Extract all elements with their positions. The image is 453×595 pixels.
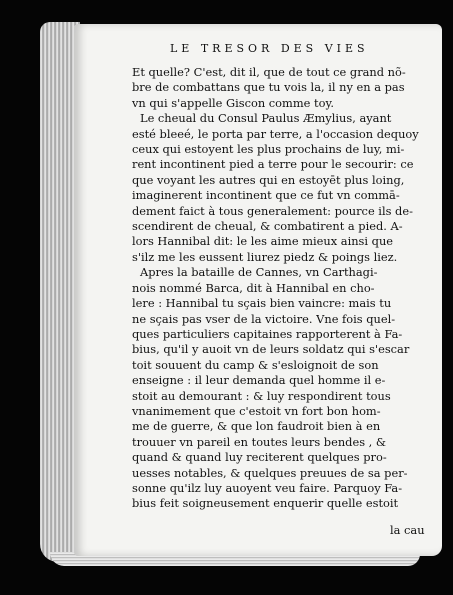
catchword: la cau <box>390 523 425 537</box>
text-line: trouuer vn pareil en toutes leurs bendes , & <box>132 434 387 449</box>
text-line: s'ilz me les eussent liurez piedz & poings liez. <box>132 249 398 264</box>
text-line: sonne qu'ilz luy auoyent veu faire. Parquoy Fa- <box>132 480 403 495</box>
text-line: imaginerent incontinent que ce fut vn commā- <box>132 188 400 203</box>
text-line: bius feit soigneusement enquerir quelle estoit <box>132 496 399 511</box>
book-page <box>74 24 442 556</box>
text-line: bre de combattans que tu vois la, il ny en a pas <box>132 80 405 95</box>
text-line: vnanimement que c'estoit vn fort bon hom- <box>132 403 381 418</box>
text-line: ne sçais pas vser de la victoire. Vne fois quel- <box>132 311 396 326</box>
text-line: scendirent de cheual, & combatirent a pied. A- <box>132 219 403 234</box>
text-line: esté bleeé, le porta par terre, a l'occasion dequoy <box>132 126 419 141</box>
text-line: bius, qu'il y auoit vn de leurs soldatz qui s'escar <box>132 342 410 357</box>
text-line: lere : Hannibal tu sçais bien vaincre: mais tu <box>132 296 392 311</box>
text-line: Le cheual du Consul Paulus Æmylius, ayant <box>140 111 392 126</box>
text-line: stoit au demourant : & luy respondirent tous <box>132 388 391 403</box>
text-line: enseigne : il leur demanda quel homme il e- <box>132 373 386 388</box>
text-line: rent incontinent pied a terre pour le secourir: ce <box>132 157 414 172</box>
text-line: nois nommé Barca, dit à Hannibal en cho- <box>132 280 375 295</box>
text-line: ceux qui estoyent les plus prochains de luy, mi- <box>132 142 405 157</box>
running-head: LE TRESOR DES VIES <box>170 42 369 55</box>
text-line: me de guerre, & que lon faudroit bien à en <box>132 419 381 434</box>
text-line: Et quelle? C'est, dit il, que de tout ce grand nõ- <box>132 65 406 79</box>
page-body-text <box>132 65 418 512</box>
text-line: toit souuent du camp & s'esloignoit de son <box>132 357 379 372</box>
text-line: Apres la bataille de Cannes, vn Carthagi- <box>140 265 378 280</box>
text-line: dement faict à tous generalement: pource ils de- <box>132 203 413 218</box>
text-line: ques particuliers capitaines rapporterent à Fa- <box>132 326 403 341</box>
text-line: quand & quand luy reciterent quelques pro- <box>132 450 387 465</box>
text-line: vn qui s'appelle Giscon comme toy. <box>132 95 334 110</box>
text-line: que voyant les autres qui en estoyēt plus loing, <box>132 172 405 187</box>
text-line: lors Hannibal dit: le les aime mieux ainsi que <box>132 234 394 249</box>
text-line: uesses notables, & quelques preuues de sa per- <box>132 465 408 480</box>
